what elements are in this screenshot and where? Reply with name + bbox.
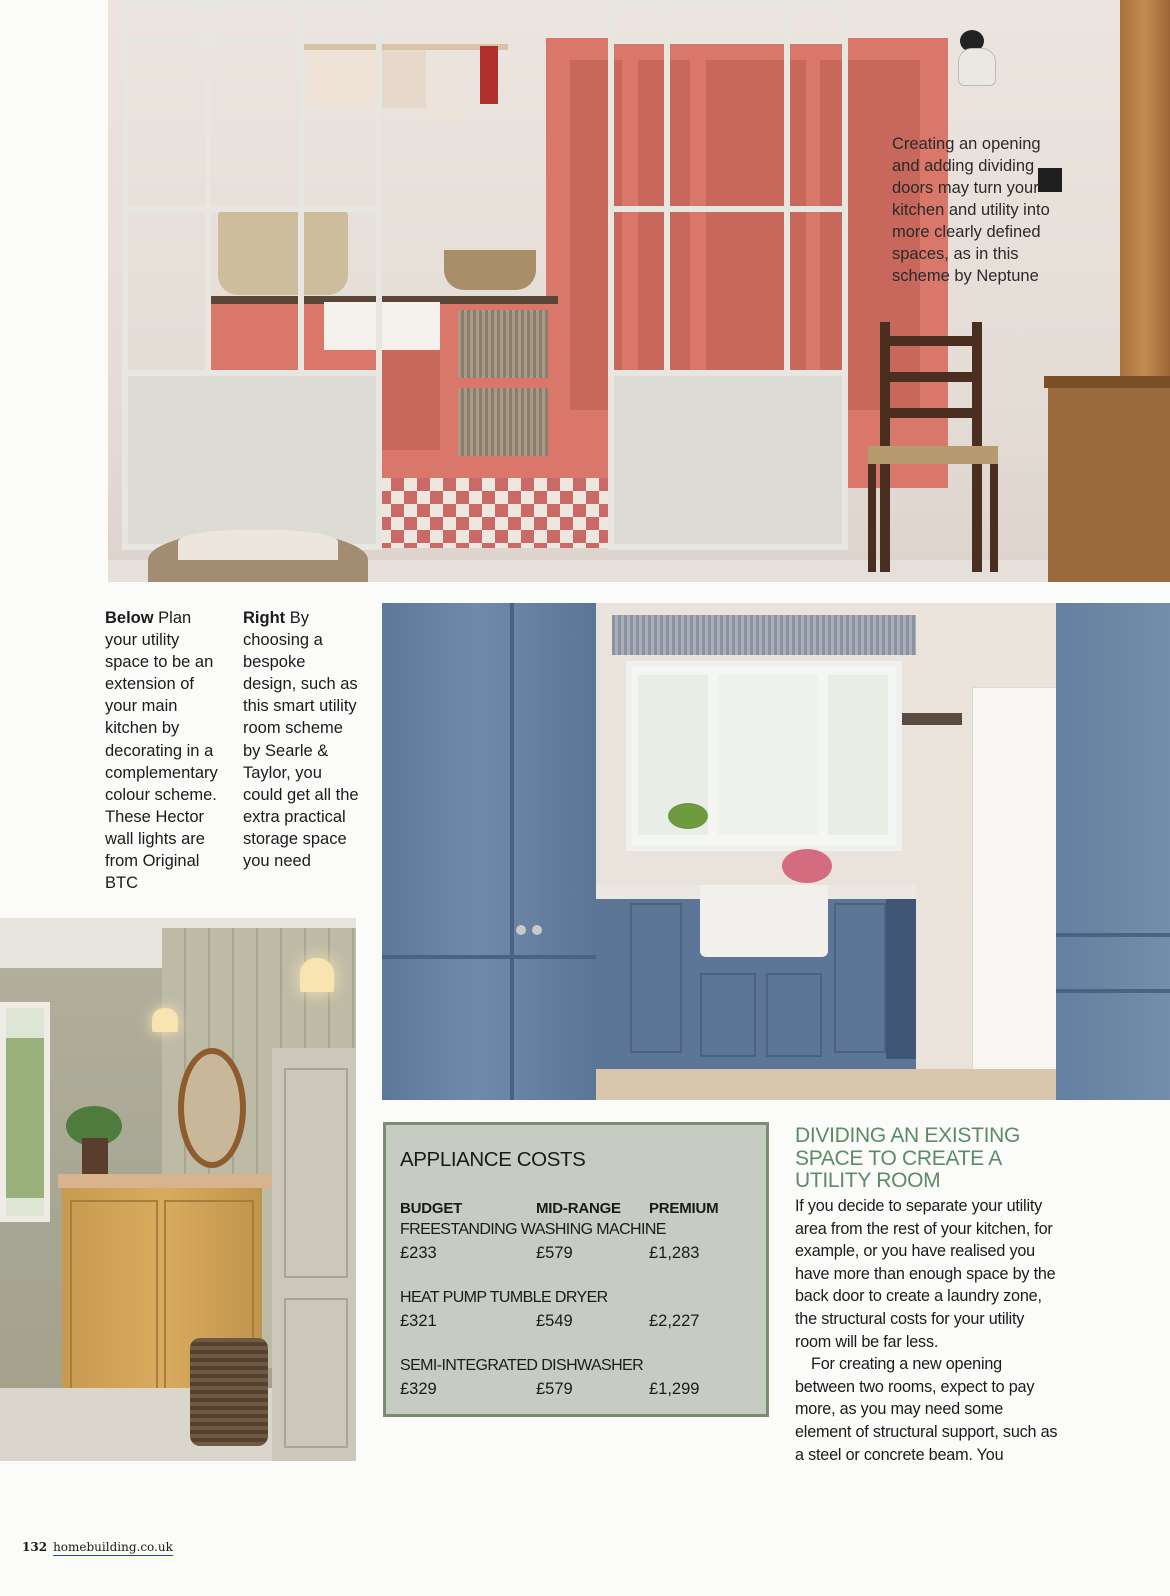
appliance-name: FREESTANDING WASHING MACHINE [400, 1221, 666, 1238]
article-paragraph: If you decide to separate your utility area from the rest of your kitchen, for example, or you have realised you have more than enough space by the back door to create a laundry zone, the structural costs for your utility room will be far less. [795, 1197, 1056, 1351]
price-budget: £321 [400, 1312, 437, 1330]
price-premium: £2,227 [649, 1312, 700, 1330]
appliance-name: HEAT PUMP TUMBLE DRYER [400, 1289, 608, 1306]
appliance-costs-title: APPLIANCE COSTS [400, 1148, 586, 1171]
hector-lights-utility-photo [0, 918, 356, 1461]
column-header-premium: PREMIUM [649, 1200, 719, 1217]
article-paragraph: For creating a new opening between two rooms, expect to pay more, as you may need some element of structural support, such as a steel or concrete beam. You [795, 1355, 1058, 1464]
page-footer [22, 1540, 173, 1554]
caption-below-lead: Below [105, 609, 154, 627]
price-mid-range: £579 [536, 1380, 573, 1398]
top-photo-caption: Creating an opening and adding dividing doors may turn your kitchen and utility into more clearly defined spaces, as in this scheme by Neptune [892, 135, 1050, 285]
price-mid-range: £579 [536, 1244, 573, 1262]
appliance-name: SEMI-INTEGRATED DISHWASHER [400, 1357, 644, 1374]
column-header-budget: BUDGET [400, 1200, 463, 1217]
caption-below-text: Plan your utility space to be an extension of your main kitchen by decorating in a complementary colour scheme. These Hector wall lights are from Original BTC [105, 609, 218, 893]
price-premium: £1,299 [649, 1380, 700, 1398]
appliance-costs-box [383, 1122, 769, 1417]
caption-right [243, 607, 363, 872]
price-premium: £1,283 [649, 1244, 700, 1262]
page-number: 132 [22, 1540, 48, 1554]
neptune-utility-photo [108, 0, 1170, 582]
price-budget: £233 [400, 1244, 437, 1262]
caption-below [105, 607, 227, 894]
article-body [795, 1195, 1060, 1466]
caption-right-lead: Right [243, 609, 286, 627]
column-header-mid-range: MID-RANGE [536, 1200, 621, 1217]
caption-right-text: By choosing a bespoke design, such as this smart utility room scheme by Searle & Taylor, you could get all the extra practical storage space you need [243, 609, 359, 871]
article-heading: DIVIDING AN EXISTING SPACE TO CREATE A UTILITY ROOM [795, 1124, 1021, 1192]
searle-taylor-utility-photo [382, 603, 1170, 1100]
price-mid-range: £549 [536, 1312, 573, 1330]
price-budget: £329 [400, 1380, 437, 1398]
site-link[interactable]: homebuilding.co.uk [53, 1540, 173, 1554]
